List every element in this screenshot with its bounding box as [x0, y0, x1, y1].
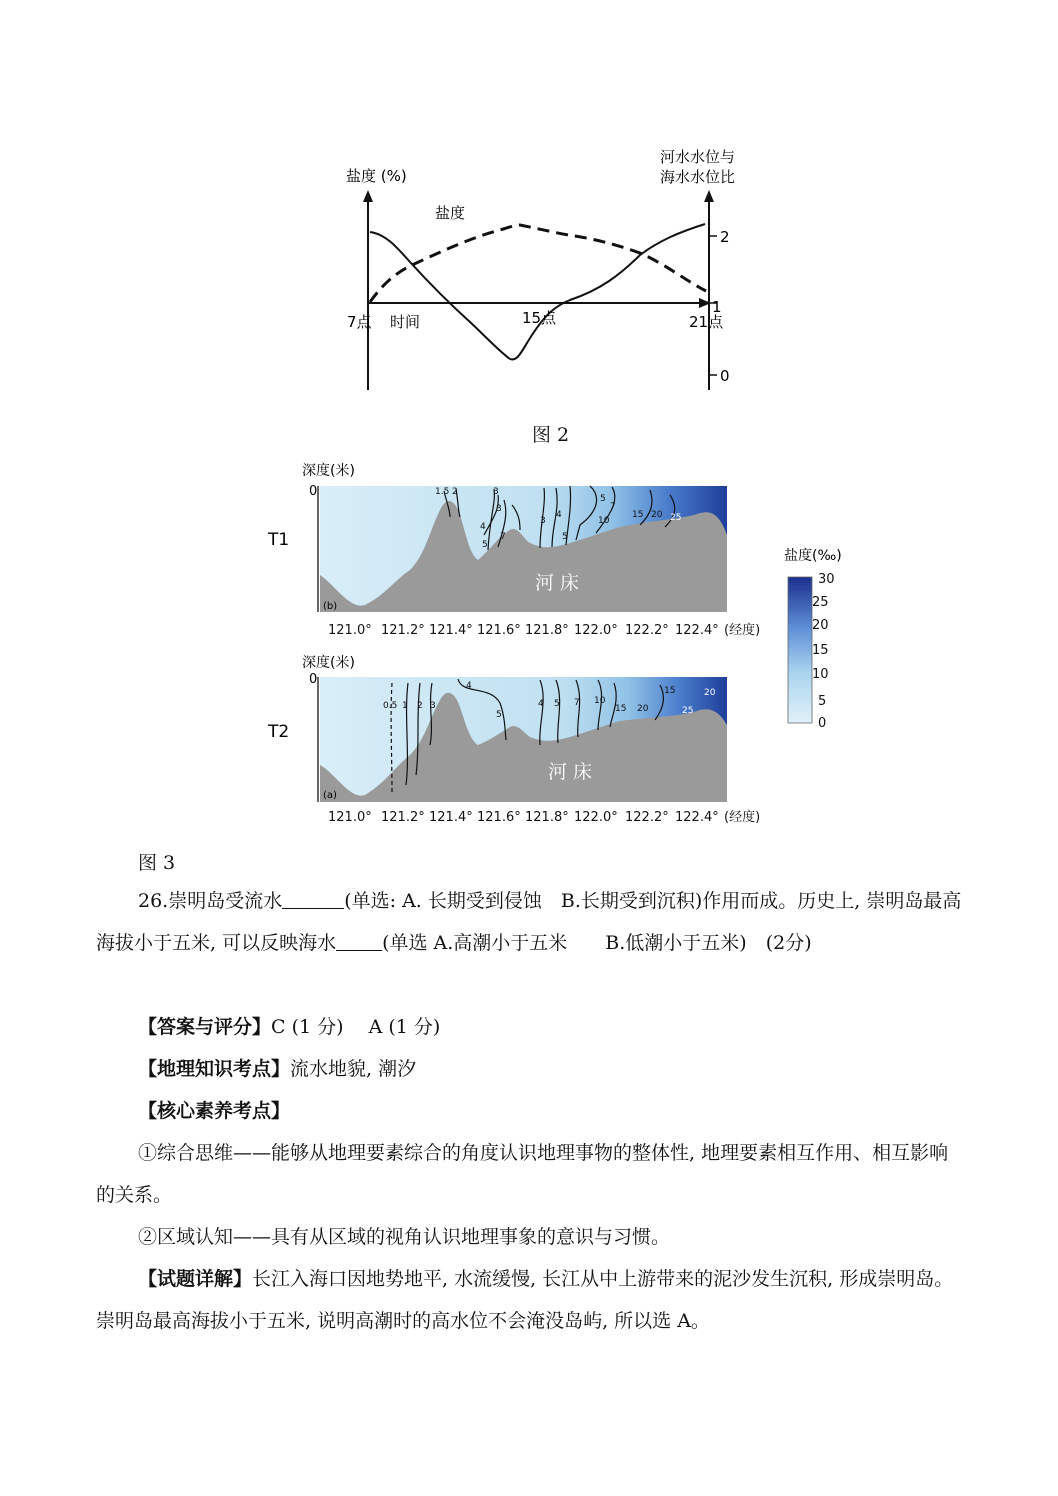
left-axis-title: 盐度 (%): [346, 167, 407, 185]
knowledge-label: 【地理知识考点】: [138, 1058, 291, 1080]
right-tick-label-1: 1: [712, 298, 722, 316]
salinity-curve-label: 盐度: [435, 204, 466, 222]
legend-tick: 30: [818, 572, 835, 587]
contour-label: 5: [562, 532, 568, 542]
panel-t1-tag: (b): [323, 601, 338, 612]
x-tick: 121.4°: [429, 810, 473, 825]
x-tick: 121.2°: [381, 623, 425, 638]
contour-label: 2: [452, 487, 458, 497]
panel-t2-label: T2: [268, 722, 290, 742]
explain-text: 长江入海口因地势地平, 水流缓慢, 长江从中上游带来的泥沙发生沉积, 形成崇明岛。崇明岛最高海拔小于五米, 说明高潮时的高水位不会淹没岛屿, 所以选 A。: [96, 1268, 954, 1332]
panel-t1: [267, 462, 727, 612]
x-tick: 121.0°: [328, 623, 372, 638]
legend-tick: 25: [812, 595, 829, 610]
x-tick: 121.6°: [477, 623, 521, 638]
panel-t1-riverbed-label: 河 床: [535, 572, 580, 594]
x-tick-15: 15点: [522, 309, 557, 327]
explain-line: [96, 1258, 966, 1342]
legend-tick: 20: [812, 618, 829, 633]
x-tick: 122.0°: [574, 623, 618, 638]
x-tick: 121.0°: [328, 810, 372, 825]
answer-line: [96, 1006, 966, 1048]
contour-label: 0.5: [383, 701, 398, 711]
core-label: 【核心素养考点】: [138, 1100, 291, 1122]
legend-colorbar: [788, 577, 812, 723]
contour-label: 4: [538, 699, 544, 709]
figure2-caption: 图 2: [532, 424, 570, 446]
x-tick: 122.4°: [675, 810, 719, 825]
panel-t2-riverbed-label: 河 床: [548, 761, 593, 783]
x-tick: 122.4°: [675, 623, 719, 638]
contour-label: 10: [594, 696, 606, 706]
contour-label: 7: [500, 532, 506, 542]
contour-label: 15: [664, 686, 676, 696]
contour-label: 2: [417, 701, 423, 711]
contour-label: 20: [704, 688, 716, 698]
contour-label: 5: [554, 699, 560, 709]
right-axis-title-1: 河水水位与: [660, 148, 736, 166]
contour-label: 3: [540, 516, 546, 526]
contour-label: 1.5: [435, 487, 450, 497]
contour-label: 25: [670, 513, 682, 523]
x-tick: 121.6°: [477, 810, 521, 825]
legend-title: 盐度(‰): [784, 548, 842, 564]
salinity-legend: [784, 547, 842, 731]
contour-label: 20: [651, 510, 663, 520]
contour-label: 3: [430, 701, 436, 711]
figure3-chart: [0, 455, 1058, 840]
contour-label: 20: [637, 704, 649, 714]
explain-label: 【试题详解】: [138, 1268, 253, 1290]
answer-blank-1[interactable]: [282, 890, 344, 909]
x-axis-label: 时间: [390, 313, 421, 331]
salinity-curve: [370, 225, 706, 302]
x-tick-7: 7点: [347, 313, 372, 331]
contour-label: 25: [682, 706, 694, 716]
question-part1: 26.崇明岛受流水: [138, 890, 283, 912]
x-tick: 122.0°: [574, 810, 618, 825]
contour-label: 15: [615, 704, 627, 714]
contour-label: 5: [482, 540, 488, 550]
answer-blank-2[interactable]: [336, 932, 382, 951]
x-tick: 121.8°: [525, 810, 569, 825]
contour-label: 7: [574, 698, 580, 708]
contour-label: 5: [496, 710, 502, 720]
panel-t2-x-ticks: [328, 809, 760, 825]
contour-label: 3: [496, 504, 502, 514]
contour-label: 5: [600, 494, 606, 504]
panel-t2-zero: 0: [309, 672, 318, 687]
panel-t1-label: T1: [268, 530, 290, 550]
answer-label: 【答案与评分】: [138, 1016, 272, 1038]
figure3-caption: 图 3: [138, 852, 176, 874]
knowledge-text: 流水地貌, 潮汐: [290, 1058, 417, 1080]
core-line: [96, 1090, 966, 1132]
legend-tick: 0: [818, 716, 827, 731]
core-item-1: ①综合思维——能够从地理要素综合的角度认识地理事物的整体性, 地理要素相互作用、相互影响的关系。: [96, 1142, 949, 1206]
x-tick: 121.4°: [429, 623, 473, 638]
right-axis-arrow: [704, 190, 714, 202]
panel-t1-zero: 0: [309, 484, 318, 499]
figure2-chart: [0, 0, 1058, 400]
contour-label: 10: [598, 516, 610, 526]
panel-t1-depth-title: 深度(米): [302, 463, 355, 479]
water-level-ratio-curve: [370, 224, 705, 359]
contour-label: 1: [402, 701, 408, 711]
x-unit: (经度): [724, 623, 761, 638]
left-axis-arrow: [363, 190, 373, 202]
contour-label: 4: [466, 681, 472, 691]
panel-t2-depth-title: 深度(米): [302, 655, 355, 671]
panel-t2-tag: (a): [323, 790, 337, 801]
answer-text: C (1 分) A (1 分): [271, 1016, 441, 1038]
contour-label: 4: [480, 522, 486, 532]
right-tick-label-0: 0: [720, 367, 730, 385]
legend-tick: 15: [812, 643, 829, 658]
contour-label: 15: [632, 510, 644, 520]
panel-t2: [267, 654, 727, 802]
x-tick-21: 21点: [689, 313, 724, 331]
right-tick-label-2: 2: [720, 228, 730, 246]
x-tick: 122.2°: [625, 810, 669, 825]
legend-tick: 10: [812, 667, 829, 682]
question-part2: (单选: A. 长期受到侵蚀 B.长期受到沉积)作用而成。历史上, 崇明岛最高海拔小于五米, 可以反映海水: [96, 890, 962, 954]
x-tick: 122.2°: [625, 623, 669, 638]
contour-label: 3: [493, 487, 499, 497]
x-unit: (经度): [724, 810, 761, 825]
question-part3: (单选 A.高潮小于五米 B.低潮小于五米) (2分): [382, 932, 812, 954]
question-26: [96, 880, 966, 964]
core-item-2: ②区域认知——具有从区域的视角认识地理事象的意识与习惯。: [138, 1226, 671, 1248]
contour-label: 4: [556, 510, 562, 520]
legend-tick: 5: [818, 694, 827, 709]
right-axis-title-2: 海水水位比: [660, 168, 736, 186]
contour-label: 7: [610, 502, 616, 512]
x-tick: 121.2°: [381, 810, 425, 825]
x-tick: 121.8°: [525, 623, 569, 638]
knowledge-line: [96, 1048, 966, 1090]
panel-t1-x-ticks: [328, 622, 760, 638]
